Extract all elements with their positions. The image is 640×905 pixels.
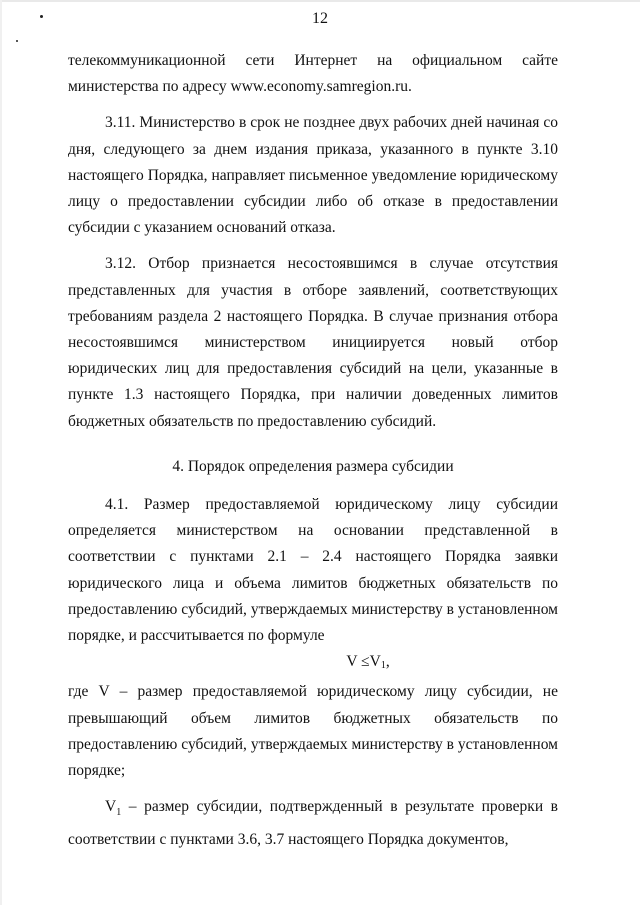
document-body — [68, 48, 558, 853]
v1-symbol: V — [105, 798, 117, 816]
v1-text: – размер субсидии, подтвержденный в результате проверки в соответствии с пунктами 3.6, 3.7 настоящего Порядка документов, — [68, 798, 558, 848]
paragraph-v1 — [68, 794, 558, 853]
paragraph-3-11: 3.11. Министерство в срок не позднее двух рабочих дней начиная со дня, следующего за днем издания приказа, указанного в пункте 3.10 настоящего Порядка, направляет письменное уведомление юридическому лицу о предоставлении субсидии либо об отказе в предоставлении субсидии с указанием оснований отказа. — [68, 114, 558, 237]
formula-subscript: 1 — [380, 660, 386, 672]
scan-edge-left — [0, 0, 2, 905]
formula-main: V ≤V — [346, 653, 381, 671]
paragraph-where-v: где V – размер предоставляемой юридическому лицу субсидии, не превышающий объем лимитов бюджетных обязательств по предоставлению субсидий, утверждаемых министерству в установленном порядке; — [68, 683, 558, 780]
paragraph-3-12: 3.12. Отбор признается несостоявшимся в случае отсутствия представленных для участия в отборе заявлений, соответствующих требованиям раздела 2 настоящего Порядка. В случае признания отбора несостоявшимся министерством инициируется новый отбор юридических лиц для предоставления субсидий на цели, указанные в пункте 1.3 настоящего Порядка, при наличии доведенных лимитов бюджетных обязательств по предоставлению субсидий. — [68, 255, 558, 430]
section-heading: 4. Порядок определения размера субсидии — [172, 457, 454, 475]
scan-speck — [16, 40, 18, 42]
spacer — [68, 241, 558, 251]
paragraph-continuation: телекоммуникационной сети Интернет на официальном сайте министерства по адресу www.economy.samregion.ru. — [68, 52, 558, 96]
spacer — [68, 784, 558, 794]
page-number: 12 — [312, 10, 328, 27]
v1-subscript: 1 — [116, 807, 122, 819]
spacer — [68, 100, 558, 110]
paragraph-4-1: 4.1. Размер предоставляемой юридическому лицу субсидии определяется министерством на основании представленной в соответствии с пунктами 2.1 – 2.4 настоящего Порядка заявки юридического лица и объема лимитов бюджетных обязательств по предоставлению субсидий, утверждаемых министерству в установленном порядке, и рассчитывается по формуле — [68, 496, 558, 645]
scan-edge-top — [0, 0, 640, 2]
formula — [68, 649, 558, 679]
formula-tail: , — [385, 653, 390, 671]
